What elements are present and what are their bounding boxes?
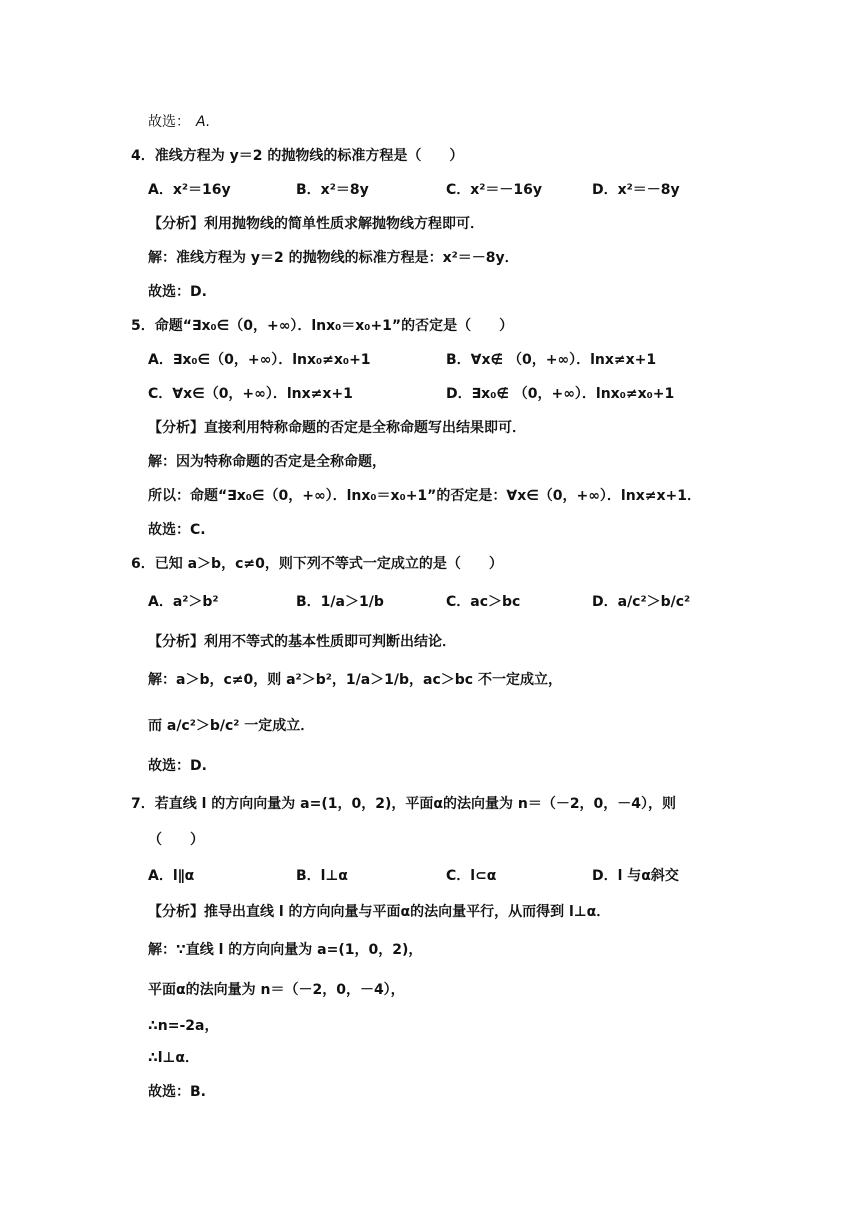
q5-solution-2: 所以：命题“∃x₀∈（0，+∞）．lnx₀＝x₀+1”的否定是：∀x∈（0，+∞）．lnx≠x+1． <box>148 488 701 504</box>
q4-option-c: C．x²＝－16y <box>446 182 543 198</box>
q6-analysis: 【分析】利用不等式的基本性质即可判断出结论． <box>148 634 456 650</box>
q7-solution-2: 平面α的法向量为 n＝（－2，0，－4）， <box>148 982 405 998</box>
answer-line-q3-choice <box>196 112 210 132</box>
q7-analysis: 【分析】推导出直线 l 的方向向量与平面α的法向量平行，从而得到 l⊥α． <box>148 904 611 920</box>
q7-answer: 故选：B. <box>148 1084 206 1100</box>
q5-analysis: 【分析】直接利用特称命题的否定是全称命题写出结果即可． <box>148 420 526 436</box>
q5-answer: 故选：C. <box>148 522 206 538</box>
q5-option-b: B．∀x∉ （0，+∞）．lnx≠x+1 <box>446 352 657 368</box>
question-4-stem: 4．准线方程为 y＝2 的抛物线的标准方程是（ ） <box>131 148 464 164</box>
q5-option-c: C．∀x∈（0，+∞）．lnx≠x+1 <box>148 386 353 402</box>
question-7-stem-2: （ ） <box>148 832 204 848</box>
q6-solution-1: 解：a＞b，c≠0，则 a²＞b²，1/a＞1/b，ac＞bc 不一定成立， <box>148 672 562 688</box>
q6-answer: 故选：D. <box>148 758 207 774</box>
q6-option-b: B．1/a＞1/b <box>296 594 384 610</box>
q7-solution-3: ∴n=-2a， <box>148 1018 219 1034</box>
q4-option-a: A．x²＝16y <box>148 182 231 198</box>
q4-answer: 故选：D. <box>148 284 207 300</box>
q5-solution-1: 解：因为特称命题的否定是全称命题， <box>148 454 386 470</box>
q7-solution-1: 解：∵直线 l 的方向向量为 a=(1，0，2)， <box>148 942 423 958</box>
q5-option-a: A．∃x₀∈（0，+∞）．lnx₀≠x₀+1 <box>148 352 371 368</box>
answer-line-q3: 故选： <box>148 114 190 130</box>
q4-option-d: D．x²＝－8y <box>592 182 680 198</box>
q6-option-d: D．a/c²＞b/c² <box>592 594 691 610</box>
q5-option-d: D．∃x₀∉ （0，+∞）．lnx₀≠x₀+1 <box>446 386 675 402</box>
q6-option-c: C．ac＞bc <box>446 594 521 610</box>
q7-option-d: D．l 与α斜交 <box>592 868 679 884</box>
q7-option-a: A．l∥α <box>148 868 195 884</box>
question-6-stem: 6．已知 a＞b，c≠0，则下列不等式一定成立的是（ ） <box>131 556 503 572</box>
question-5-stem: 5．命题“∃x₀∈（0，+∞）．lnx₀＝x₀+1”的否定是（ ） <box>131 318 514 334</box>
q6-option-a: A．a²＞b² <box>148 594 219 610</box>
q6-solution-2: 而 a/c²＞b/c² 一定成立． <box>148 718 315 734</box>
answer-choice: A. <box>196 114 211 130</box>
q4-option-b: B．x²＝8y <box>296 182 369 198</box>
question-7-stem-1: 7．若直线 l 的方向向量为 a=(1，0，2)，平面α的法向量为 n＝（－2，0，－4），则 <box>131 796 677 812</box>
q7-solution-4: ∴l⊥α． <box>148 1050 199 1066</box>
q7-option-c: C．l⊂α <box>446 868 497 884</box>
q4-analysis: 【分析】利用抛物线的简单性质求解抛物线方程即可． <box>148 216 484 232</box>
q7-option-b: B．l⊥α <box>296 868 348 884</box>
q4-solution: 解：准线方程为 y＝2 的抛物线的标准方程是：x²＝－8y． <box>148 250 519 266</box>
